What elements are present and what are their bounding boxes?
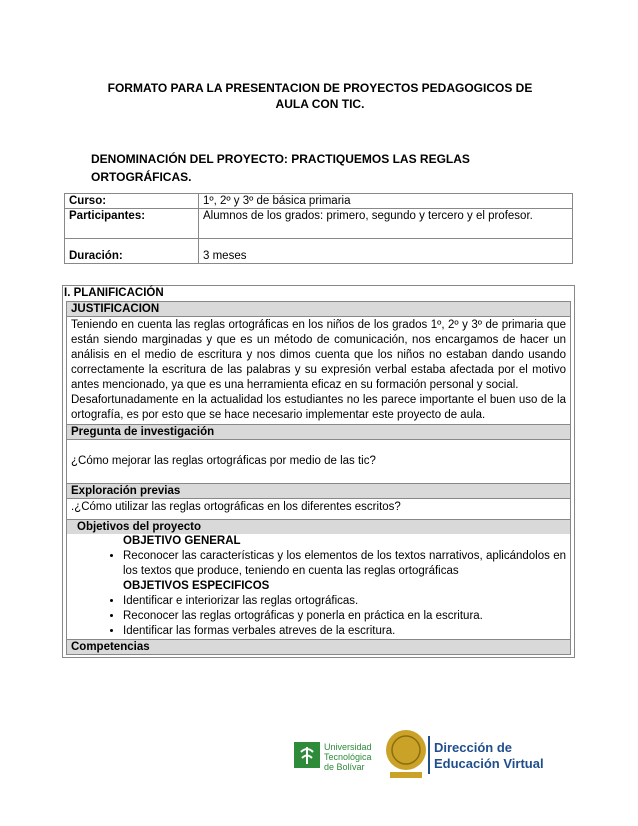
participantes-value: Alumnos de los grados: primero, segundo y tercero y el profesor. (199, 209, 573, 239)
title-line-1: FORMATO PARA LA PRESENTACION DE PROYECTOS PEDAGOGICOS DE (107, 81, 533, 95)
justificacion-header: JUSTIFICACION (67, 302, 570, 316)
exploracion-text: .¿Cómo utilizar las reglas ortográficas en los diferentes escritos? (67, 498, 570, 519)
exploracion-header: Exploración previas (67, 483, 570, 498)
direccion-line-2: Educación Virtual (434, 756, 544, 771)
list-item: • Reconocer las características y los elementos de los textos narrativos, aplicándolos en los textos que produce, teniendo en cuenta las reglas ortográficas (123, 549, 566, 579)
divider-bar (428, 736, 430, 774)
table-row (65, 194, 573, 209)
curso-value: 1º, 2º y 3º de básica primaria (199, 194, 573, 209)
utb-line-1: Universidad (324, 742, 372, 752)
section-title: I. PLANIFICACIÓN (62, 285, 575, 300)
objetivos-header: Objetivos del proyecto (67, 519, 570, 534)
info-table (64, 193, 573, 264)
participantes-label: Participantes: (65, 209, 199, 239)
logos-svg (290, 728, 550, 783)
curso-label: Curso: (65, 194, 199, 209)
table-row (65, 239, 573, 264)
duracion-value: 3 meses (199, 239, 573, 264)
pregunta-header: Pregunta de investigación (67, 424, 570, 439)
direccion-logo (428, 736, 544, 774)
pregunta-text: ¿Cómo mejorar las reglas ortográficas por medio de las tic? (67, 439, 570, 483)
project-name (91, 150, 551, 186)
direccion-line-1: Dirección de (434, 740, 513, 755)
footer-logos (290, 728, 550, 783)
list-item: • Identificar e interiorizar las reglas ortográficas. (123, 594, 566, 609)
title-line-2: AULA CON TIC. (275, 97, 365, 111)
justificacion-body (67, 316, 570, 424)
utb-logo (294, 742, 372, 772)
objetivos-especificos-title: OBJETIVOS ESPECIFICOS (123, 580, 270, 592)
planificacion-section (62, 285, 575, 658)
competencias-header: Competencias (67, 639, 570, 654)
objetivos-body (67, 534, 570, 639)
utb-line-3: de Bolívar (324, 762, 365, 772)
list-item: • Identificar las formas verbales atreves de la escritura. (123, 624, 566, 639)
seal-logo (386, 730, 426, 778)
justificacion-paragraph-2: Desafortunadamente en la actualidad los estudiantes no les parece importante el buen uso de la ortografía, es por esto que se hace necesario implementar este proyecto de aula. (71, 394, 566, 421)
seal-base (390, 772, 422, 778)
objetivo-general-title: OBJETIVO GENERAL (123, 535, 241, 547)
project-line-2: ORTOGRÁFICAS. (91, 170, 192, 184)
objetivos-especificos-list (71, 594, 566, 639)
objetivo-general-list (71, 549, 566, 579)
inner-table (66, 301, 571, 655)
planificacion-box (62, 300, 575, 658)
document-title (60, 80, 580, 112)
justificacion-paragraph-1: Teniendo en cuenta las reglas ortográficas en los niños de los grados 1º, 2º y 3º de primaria que están siendo marginadas y que es un método de comunicación, nos encargamos de hacer un análisis en el medio de escritura y nos dimos cuenta que los niños no estaban dando usando correctamente la escritura de las palabras y su expresión verbal estaba afectada por el motivo antes mencionado, ya que es una herramienta eficaz en su formación personal y social. (71, 319, 566, 391)
utb-line-2: Tecnológica (324, 752, 372, 762)
table-row (65, 209, 573, 239)
project-line-1: DENOMINACIÓN DEL PROYECTO: PRACTIQUEMOS LAS REGLAS (91, 152, 470, 166)
list-item: • Reconocer las reglas ortográficas y ponerla en práctica en la escritura. (123, 609, 566, 624)
duracion-label: Duración: (65, 239, 199, 264)
